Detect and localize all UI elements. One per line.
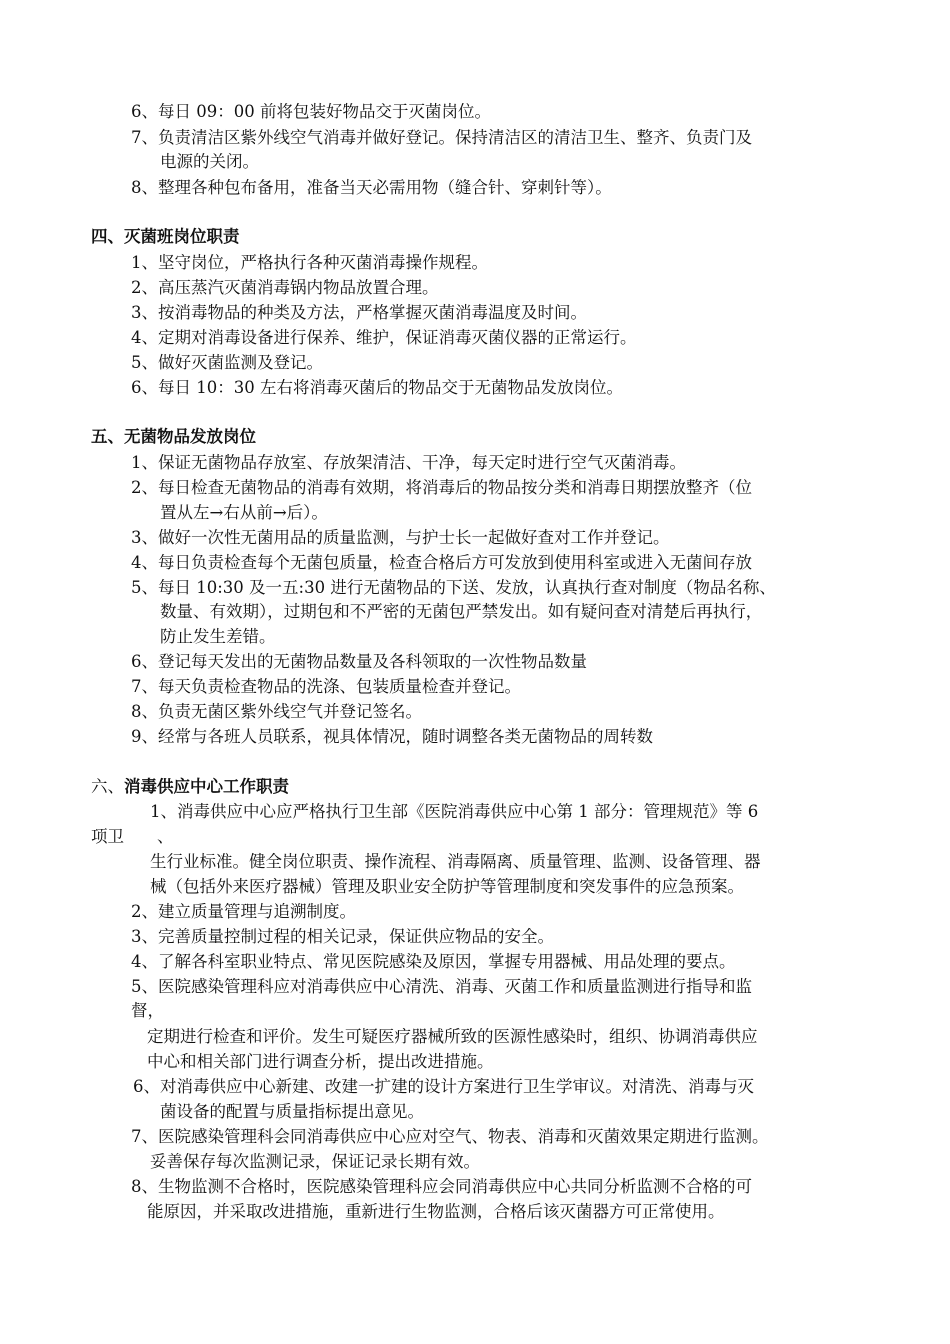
list-item: 6、对消毒供应中心新建、改建一扩建的设计方案进行卫生学审议。对清洗、消毒与灭 (133, 1077, 754, 1096)
wrapped-fragment: 、 (157, 827, 174, 846)
list-item: 2、每日检查无菌物品的消毒有效期，将消毒后的物品按分类和消毒日期摆放整齐（位 (131, 478, 752, 497)
list-item: 8、整理各种包布备用，准备当天必需用物（缝合针、穿刺针等）。 (131, 178, 612, 197)
list-item: 8、生物监测不合格时，医院感染管理科应会同消毒供应中心共同分析监测不合格的可 (131, 1177, 752, 1196)
list-item: 7、每天负责检查物品的洗涤、包装质量检查并登记。 (131, 677, 521, 696)
list-item: 8、负责无菌区紫外线空气并登记签名。 (131, 702, 422, 721)
list-item-continuation: 置从左→右从前→后）。 (160, 503, 328, 522)
list-item: 6、每日 09：00 前将包装好物品交于灭菌岗位。 (131, 102, 491, 121)
list-item-continuation: 定期进行检查和评价。发生可疑医疗器械所致的医源性感染时，组织、协调消毒供应 (147, 1027, 758, 1046)
list-item: 7、医院感染管理科会同消毒供应中心应对空气、物表、消毒和灭菌效果定期进行监测。 (131, 1127, 769, 1146)
list-item: 1、保证无菌物品存放室、存放架清洁、干净，每天定时进行空气灭菌消毒。 (131, 453, 686, 472)
section-heading: 四、灭菌班岗位职责 (91, 227, 240, 246)
list-item-continuation: 械（包括外来医疗器械）管理及职业安全防护等管理制度和突发事件的应急预案。 (150, 877, 744, 896)
list-item: 1、消毒供应中心应严格执行卫生部《医院消毒供应中心第 1 部分：管理规范》等 6 (150, 802, 759, 821)
section-heading: 五、无菌物品发放岗位 (91, 427, 256, 446)
section-heading (91, 776, 289, 798)
list-item-continuation: 妥善保存每次监测记录，保证记录长期有效。 (150, 1152, 480, 1171)
list-item: 1、坚守岗位，严格执行各种灭菌消毒操作规程。 (131, 253, 488, 272)
list-item: 4、定期对消毒设备进行保养、维护，保证消毒灭菌仪器的正常运行。 (131, 328, 637, 347)
list-item: 4、每日负责检查每个无菌包质量，检查合格后方可发放到使用科室或进入无菌间存放 (131, 553, 752, 572)
list-item: 5、做好灭菌监测及登记。 (131, 353, 323, 372)
list-item: 3、完善质量控制过程的相关记录，保证供应物品的安全。 (131, 927, 554, 946)
list-item-continuation: 中心和相关部门进行调查分析，提出改进措施。 (147, 1052, 494, 1071)
list-item: 5、医院感染管理科应对消毒供应中心清洗、消毒、灭菌工作和质量监测进行指导和监 (131, 977, 752, 996)
list-item: 2、建立质量管理与追溯制度。 (131, 902, 356, 921)
list-item-continuation: 生行业标准。健全岗位职责、操作流程、消毒隔离、质量管理、监测、设备管理、器 (150, 852, 761, 871)
list-item-continuation: 电源的关闭。 (160, 152, 259, 171)
list-item: 3、按消毒物品的种类及方法，严格掌握灭菌消毒温度及时间。 (131, 303, 587, 322)
section-number: 六、 (91, 777, 124, 796)
list-item-continuation: 菌设备的配置与质量指标提出意见。 (160, 1102, 424, 1121)
list-item-continuation: 数量、有效期），过期包和不严密的无菌包严禁发出。如有疑问查对清楚后再执行， (160, 602, 763, 621)
list-item: 2、高压蒸汽灭菌消毒锅内物品放置合理。 (131, 278, 439, 297)
list-item: 5、每日 10:30 及一五:30 进行无菌物品的下送、发放，认真执行查对制度（物品名称、 (131, 578, 776, 597)
list-item: 9、经常与各班人员联系，视具体情况，随时调整各类无菌物品的周转数 (131, 727, 653, 746)
list-item-continuation: 督， (131, 1001, 164, 1020)
list-item: 6、每日 10：30 左右将消毒灭菌后的物品交于无菌物品发放岗位。 (131, 378, 623, 397)
wrapped-fragment: 项卫 (91, 827, 124, 846)
list-item: 7、负责清洁区紫外线空气消毒并做好登记。保持清洁区的清洁卫生、整齐、负责门及 (131, 128, 752, 147)
list-item-continuation: 防止发生差错。 (160, 627, 276, 646)
section-title: 消毒供应中心工作职责 (124, 777, 289, 796)
list-item: 4、了解各科室职业特点、常见医院感染及原因，掌握专用器械、用品处理的要点。 (131, 952, 736, 971)
list-item: 6、登记每天发出的无菌物品数量及各科领取的一次性物品数量 (131, 652, 587, 671)
list-item: 3、做好一次性无菌用品的质量监测，与护士长一起做好查对工作并登记。 (131, 528, 670, 547)
list-item-continuation: 能原因，并采取改进措施，重新进行生物监测，合格后该灭菌器方可正常使用。 (147, 1202, 725, 1221)
